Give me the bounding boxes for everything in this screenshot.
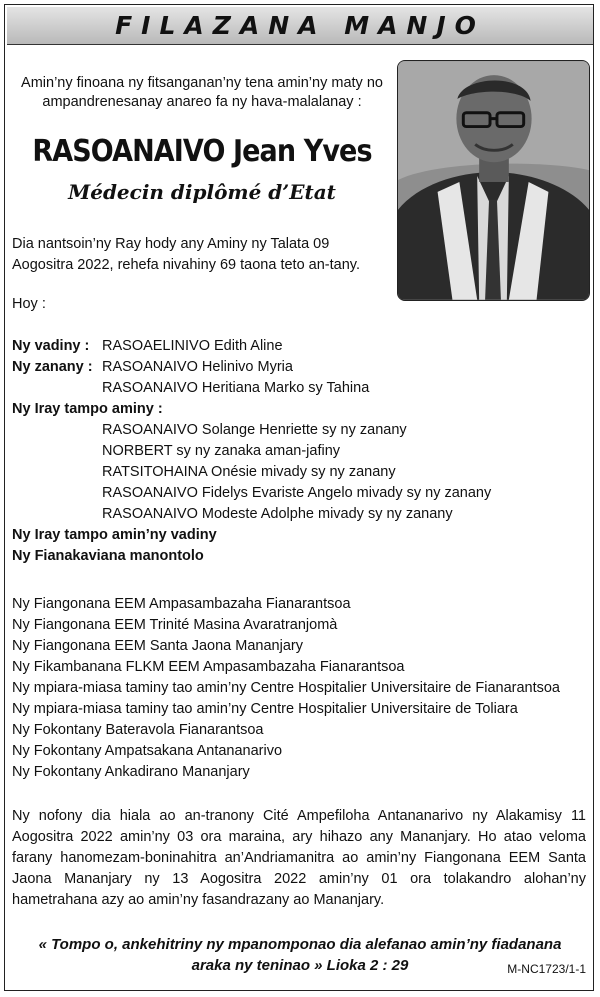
spouse-label: Ny vadiny :	[12, 338, 90, 354]
spouse-name: RASOAELINIVO Edith Aline	[102, 338, 283, 354]
reference-code: M-NC1723/1-1	[507, 962, 586, 976]
deceased-title: Médecin diplômé d’Etat	[68, 180, 336, 204]
siblings-label: Ny Iray tampo aminy :	[12, 401, 163, 417]
notice-header	[7, 7, 593, 45]
organization-item: Ny Fokontany Bateravola Fianarantsoa	[12, 722, 264, 738]
portrait-photo	[397, 60, 590, 301]
hoy-label: Hoy :	[12, 296, 46, 312]
intro-text: Amin’ny finoana ny fitsanganan’ny tena amin’ny maty no ampandrenesanay anareo fa ny hava-malalanay :	[21, 75, 383, 110]
organization-item: Ny Fokontany Ampatsakana Antananarivo	[12, 743, 283, 759]
whole-family-label: Ny Fianakaviana manontolo	[12, 548, 204, 564]
sibling-name: RATSITOHAINA Onésie mivady sy ny zanany	[102, 464, 396, 480]
sibling-name: NORBERT sy ny zanaka aman-jafiny	[102, 443, 341, 459]
deceased-name: RASOANAIVO Jean Yves	[32, 134, 372, 169]
spouse-siblings-label: Ny Iray tampo amin’ny vadiny	[12, 527, 217, 543]
organization-item: Ny Fokontany Ankadirano Mananjary	[12, 764, 250, 780]
child-name: RASOANAIVO Helinivo Myria	[102, 359, 293, 375]
children-label: Ny zanany :	[12, 359, 93, 375]
organization-item: Ny Fiangonana EEM Ampasambazaha Fianarantsoa	[12, 596, 351, 612]
sibling-name: RASOANAIVO Fidelys Evariste Angelo mivady sy ny zanany	[102, 485, 492, 501]
sibling-name: RASOANAIVO Modeste Adolphe mivady sy ny zanany	[102, 506, 453, 522]
portrait-illustration	[398, 61, 589, 300]
quote-line-1: « Tompo o, ankehitriny ny mpanomponao dia alefanao amin’ny fiadanana	[38, 936, 562, 953]
sibling-name: RASOANAIVO Solange Henriette sy ny zanany	[102, 422, 407, 438]
organization-item: Ny Fiangonana EEM Santa Jaona Mananjary	[12, 638, 303, 654]
child-name: RASOANAIVO Heritiana Marko sy Tahina	[102, 380, 370, 396]
funeral-details: Ny nofony dia hiala ao an-tranony Cité Ampefiloha Antananarivo ny Alakamisy 11 Aogositra 2022 amin’ny 03 ora maraina, ary hihazo any Mananjary. Ho atao veloma farany hanomezam-boninahitra an’Andriamanitra ao amin’ny Fiangonana EEM Santa Jaona Mananjary ny 13 Aogositra 2022 amin’ny 01 ora tolakandro alohan’ny hametrahana azy ao amin’ny fasandrazany ao Mananjary.	[12, 808, 586, 908]
organization-item: Ny mpiara-miasa taminy tao amin’ny Centre Hospitalier Universitaire de Fianarantsoa	[12, 680, 560, 696]
announcement-text: Dia nantsoin’ny Ray hody any Aminy ny Talata 09 Aogositra 2022, rehefa nivahiny 69 taona teto an-tany.	[12, 236, 360, 273]
bible-quote	[12, 934, 588, 976]
header-title: FILAZANA MANJO	[115, 11, 485, 40]
quote-line-2: araka ny teninao » Lioka 2 : 29	[191, 957, 409, 974]
organization-item: Ny Fikambanana FLKM EEM Ampasambazaha Fianarantsoa	[12, 659, 405, 675]
organization-item: Ny mpiara-miasa taminy tao amin’ny Centre Hospitalier Universitaire de Toliara	[12, 701, 518, 717]
organization-item: Ny Fiangonana EEM Trinité Masina Avaratranjomà	[12, 617, 338, 633]
